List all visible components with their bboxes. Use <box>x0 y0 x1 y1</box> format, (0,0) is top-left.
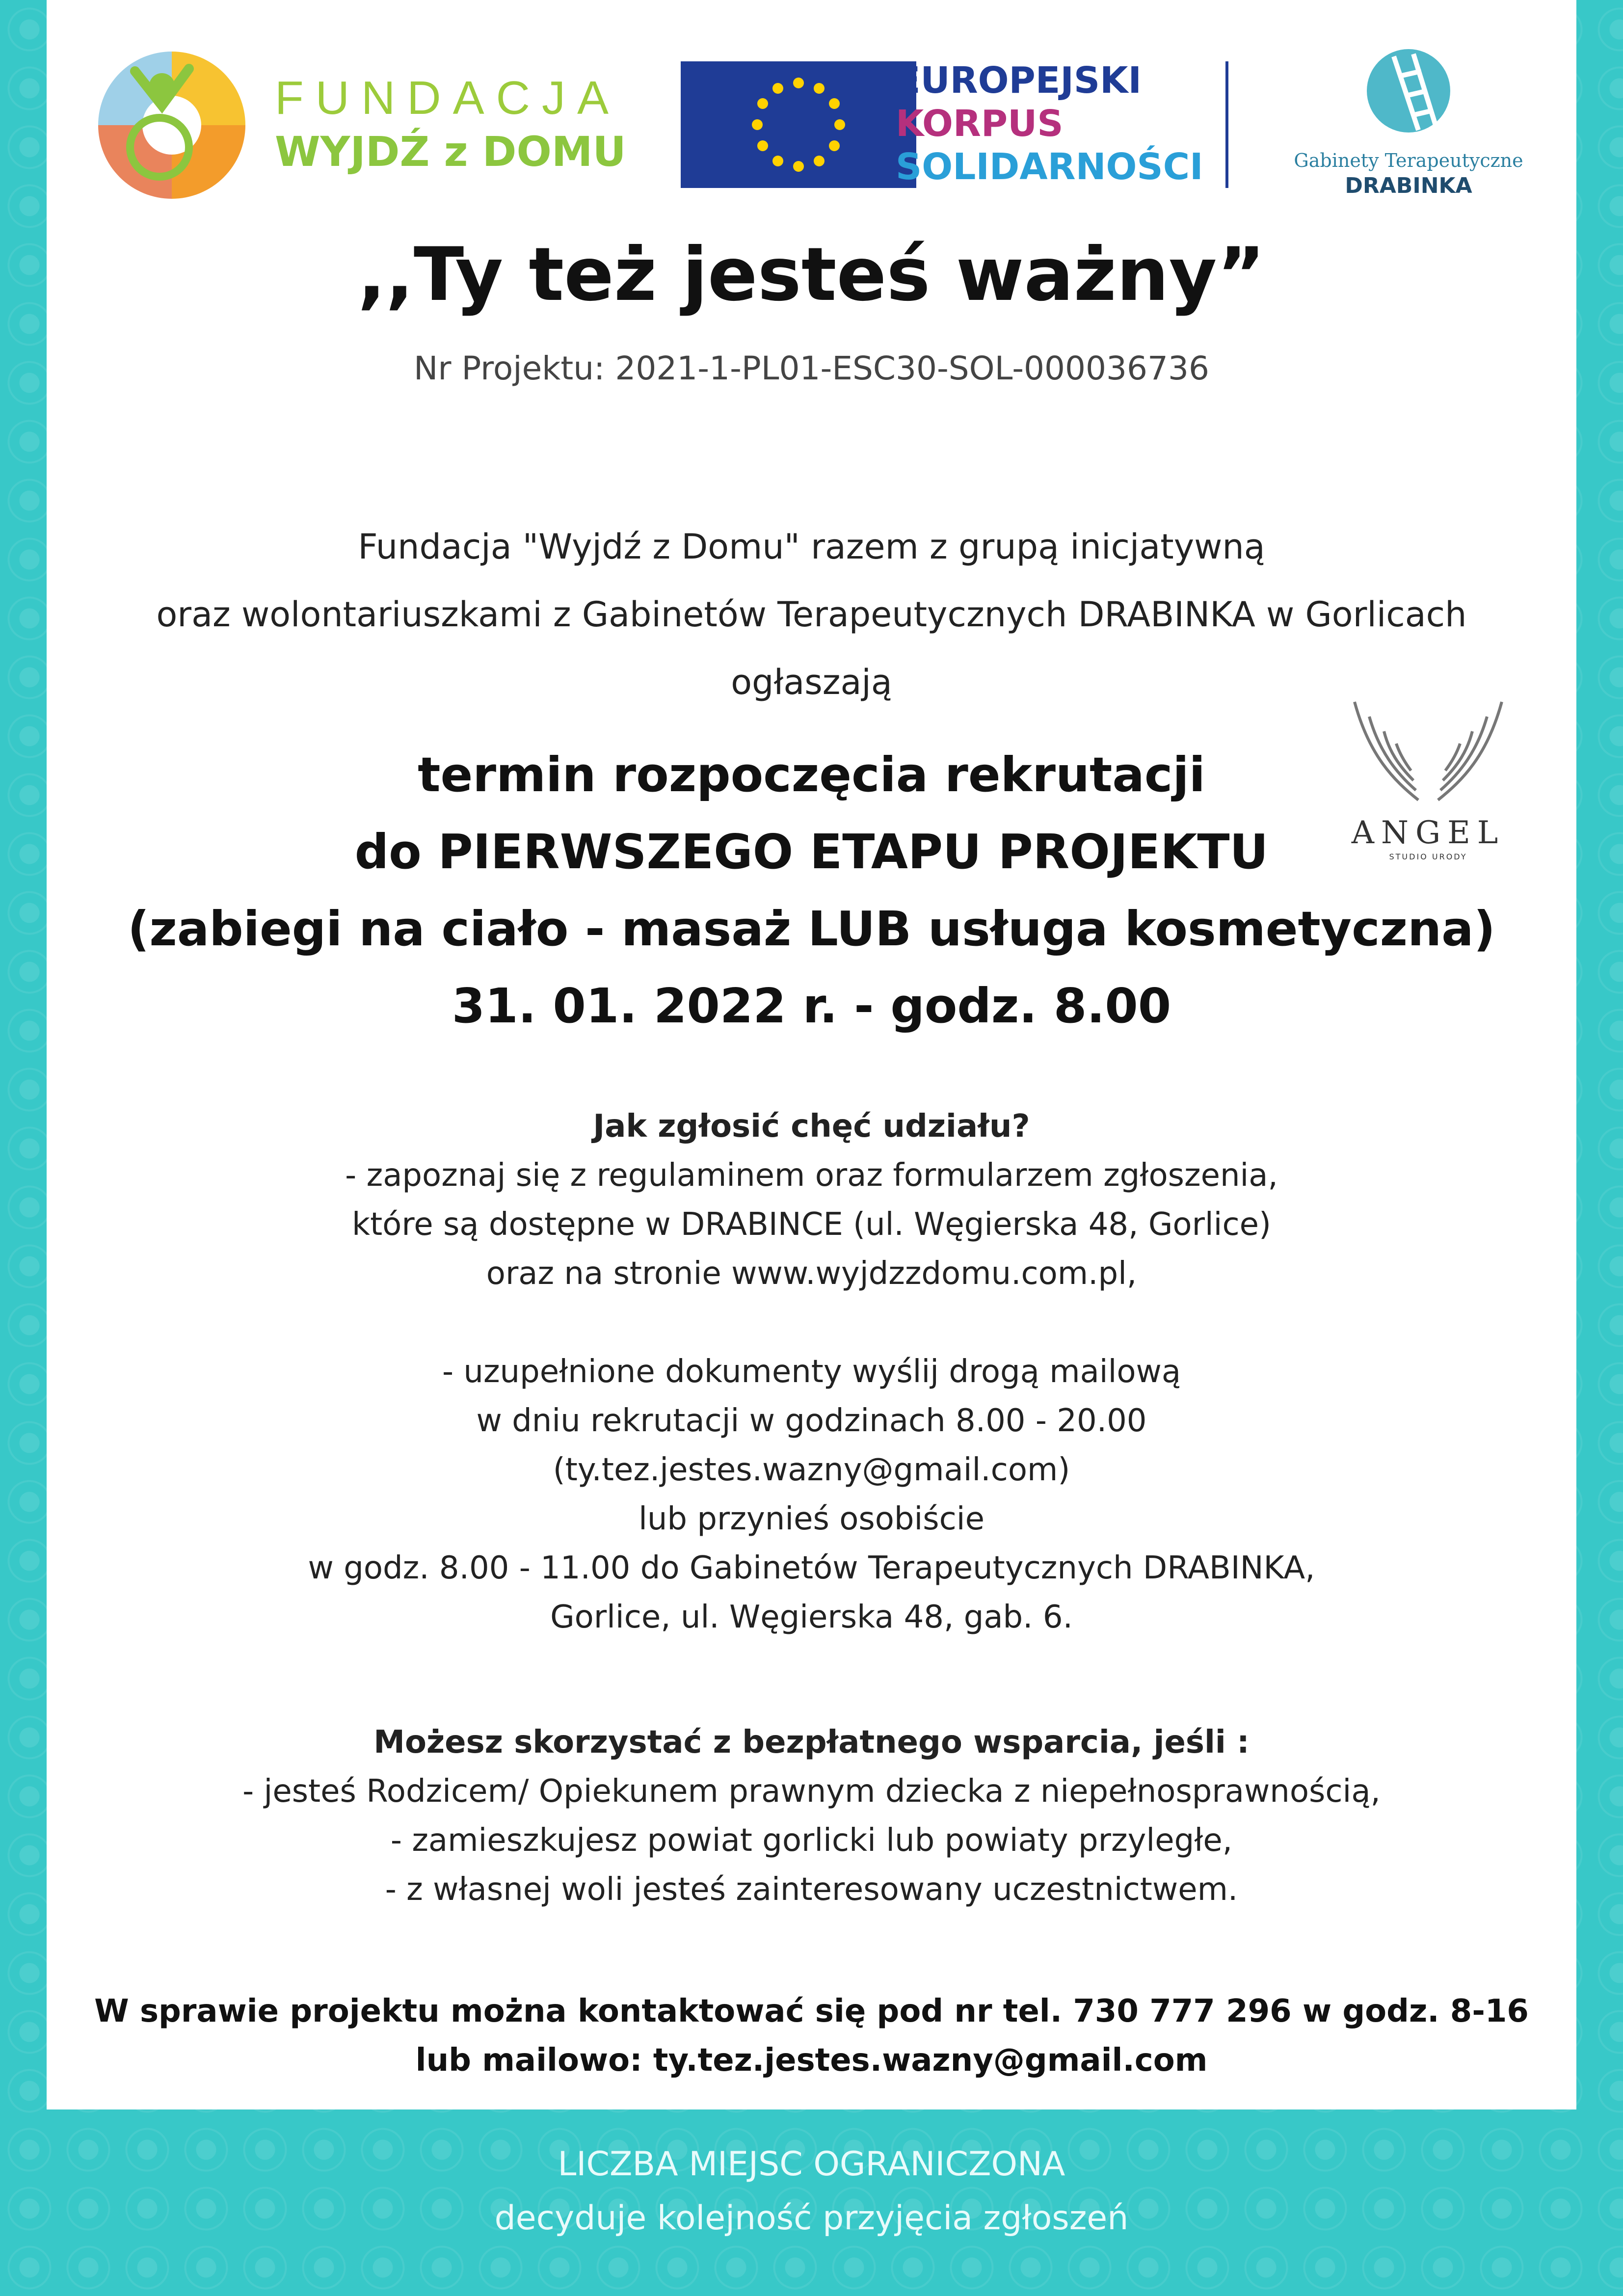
how-to-heading: Jak zgłosić chęć udziału? <box>593 1108 1030 1145</box>
footer-notice <box>47 2137 1576 2245</box>
eligibility-heading: Możesz skorzystać z bezpłatnego wsparcia, jeśli : <box>373 1724 1250 1761</box>
intro-line: ogłaszają <box>731 662 892 702</box>
how-to-email: (ty.tez.jestes.wazny@gmail.com) <box>553 1452 1070 1488</box>
how-to-line: w dniu rekrutacji w godzinach 8.00 - 20.00 <box>476 1403 1147 1439</box>
eu-line3: SOLIDARNOŚCI <box>896 146 1203 188</box>
angel-subtitle: STUDIO URODY <box>1389 852 1467 861</box>
contact-phone-line: W sprawie projektu można kontaktować się pod nr tel. 730 777 296 w godz. 8-16 <box>94 1993 1529 2029</box>
angel-name: ANGEL <box>1351 815 1505 851</box>
how-to-line: Gorlice, ul. Węgierska 48, gab. 6. <box>550 1599 1073 1635</box>
recruitment-headline <box>47 736 1576 1044</box>
headline-line: do PIERWSZEGO ETAPU PROJEKTU <box>354 824 1269 880</box>
how-to-line: - uzupełnione dokumenty wyślij drogą mailową <box>442 1354 1181 1390</box>
eu-line1: EUROPEJSKI <box>896 59 1142 102</box>
intro-line: Fundacja "Wyjdź z Domu" razem z grupą inicjatywną <box>358 527 1265 567</box>
eu-line2: KORPUS <box>896 103 1064 145</box>
logo-divider <box>1225 61 1228 188</box>
contact-email-line: lub mailowo: ty.tez.jestes.wazny@gmail.com <box>415 2042 1208 2079</box>
intro-text <box>47 513 1576 716</box>
drabinka-line2: DRABINKA <box>1345 173 1472 198</box>
eligibility-line: - jesteś Rodzicem/ Opiekunem prawnym dziecka z niepełnosprawnością, <box>242 1773 1381 1810</box>
drabinka-logo <box>1271 47 1546 204</box>
fundacja-emblem-icon <box>88 42 250 199</box>
footer-line: decyduje kolejność przyjęcia zgłoszeń <box>494 2199 1129 2238</box>
eligibility-line: - zamieszkujesz powiat gorlicki lub powiaty przyległe, <box>390 1822 1233 1859</box>
intro-line: oraz wolontariuszkami z Gabinetów Terapeutycznych DRABINKA w Gorlicach <box>156 594 1467 635</box>
headline-line: (zabiegi na ciało - masaż LUB usługa kosmetyczna) <box>128 901 1495 957</box>
how-to-line: w godz. 8.00 - 11.00 do Gabinetów Terapeutycznych DRABINKA, <box>308 1550 1315 1586</box>
eu-corps-label <box>896 59 1203 188</box>
eu-flag <box>681 61 916 188</box>
contact-info <box>47 1987 1576 2085</box>
eligibility-line: - z własnej woli jesteś zainteresowany uczestnictwem. <box>385 1871 1238 1908</box>
eligibility-section <box>47 1718 1576 1914</box>
fundacja-logo <box>88 42 643 199</box>
page-title: ,,Ty też jesteś ważny” <box>357 232 1266 318</box>
how-to-line: - zapoznaj się z regulaminem oraz formularzem zgłoszenia, <box>345 1157 1278 1194</box>
how-to-line: które są dostępne w DRABINCE (ul. Węgierska 48, Gorlice) <box>352 1206 1271 1243</box>
how-to-line: oraz na stronie www.wyjdzzdomu.com.pl, <box>486 1255 1137 1292</box>
drabinka-line1: Gabinety Terapeutyczne <box>1294 150 1523 171</box>
fundacja-name-line1: FUNDACJA <box>275 72 621 124</box>
how-to-line: lub przynieś osobiście <box>639 1501 984 1537</box>
eu-stars-icon <box>681 61 916 188</box>
spacer <box>47 1298 1576 1347</box>
fundacja-name-line2: WYJDŹ z DOMU <box>275 128 626 176</box>
headline-line: termin rozpoczęcia rekrutacji <box>418 747 1205 802</box>
headline-date: 31. 01. 2022 r. - godz. 8.00 <box>452 978 1171 1034</box>
footer-line: LICZBA MIEJSC OGRANICZONA <box>558 2145 1065 2184</box>
drabinka-ladder-icon <box>1271 47 1546 145</box>
project-number: Nr Projektu: 2021-1-PL01-ESC30-SOL-000036736 <box>414 349 1209 387</box>
how-to-apply-section <box>47 1102 1576 1642</box>
